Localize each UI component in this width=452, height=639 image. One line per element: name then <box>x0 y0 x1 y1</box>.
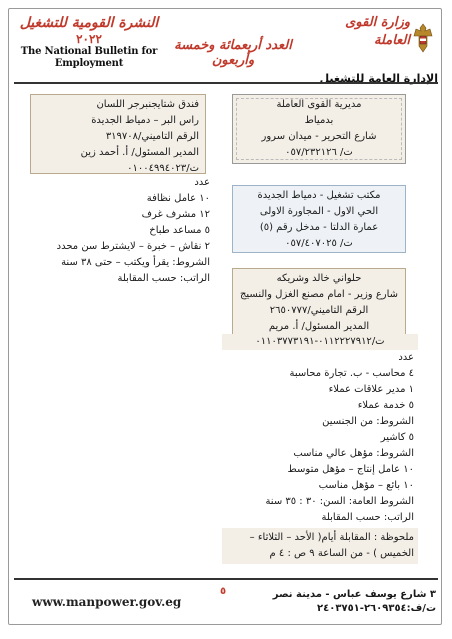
halwani-line: الرقم التاميني/٢٦٥٠٧٧٧ <box>269 305 369 316</box>
footer-contact <box>273 588 436 616</box>
footer-phone: ت/ف:٢٦٠٩٣٥٤-٢٤٠٣٧٥١ <box>317 603 436 614</box>
interview-note <box>222 528 418 564</box>
issue-title: العدد أربعمائة وخمسة وأربعون <box>174 38 292 68</box>
list-item: ١٢ مشرف غرف <box>141 209 210 220</box>
list-item: الراتب: حسب المقابلة <box>117 273 210 284</box>
halwani-line: المدير المسئول/ أ. مريم <box>268 321 370 332</box>
bulletin-title-ar: النشرة القومية للتشغيل <box>19 15 159 31</box>
hotel-line: راس البر – دمياط الجديدة <box>91 115 199 126</box>
directorate-card <box>232 94 406 164</box>
list-item: ٥ مساعد طباخ <box>149 225 210 236</box>
halwani-line: حلواني خالد وشريكه <box>276 273 362 284</box>
list-item: ٤ محاسب - ب. تجارة محاسبة <box>289 368 414 379</box>
office-line: ت/ ٠٥٧/٤٠٧٠٢٥ <box>285 238 353 249</box>
administration-name: الإدارة العامة للتشغيل <box>319 72 438 85</box>
office-line: مكتب تشغيل - دمياط الجديدة <box>257 190 381 201</box>
hotel-line: فندق شتايجنبرجر اللسان <box>96 99 199 110</box>
hotel-line: الرقم التاميني/٣١٩٧٠٨ <box>105 131 199 142</box>
hotel-jobs-list <box>30 175 216 335</box>
halwani-jobs-list <box>222 350 418 530</box>
list-item: الراتب: حسب المقابلة <box>321 512 414 523</box>
note-line: ملحوظة : المقابلة أيام( الأحد – الثلاثاء – <box>249 532 414 543</box>
hotel-card <box>30 94 206 174</box>
halwani-line: شارع وزير - امام مصنع الغزل والنسيج <box>239 289 399 300</box>
directorate-line: شارع التحرير - ميدان سرور <box>261 131 377 142</box>
header-divider <box>14 82 438 84</box>
bulletin-title-en: The National Bulletin for Employment <box>20 46 158 69</box>
footer-divider <box>14 578 438 580</box>
list-item: الشروط: من الجنسين <box>322 416 414 427</box>
footer-address: ٣ شارع يوسف عباس - مدينة نصر <box>272 589 436 600</box>
list-item: ١٠ عامل نظافة <box>146 193 210 204</box>
eagle-emblem-icon <box>412 22 434 56</box>
jobs-count-header: عدد <box>398 352 414 363</box>
directorate-line: بدمياط <box>304 115 334 126</box>
hotel-line: ت/٠١٠٠٤٩٩٤٠٢٣ <box>127 163 199 174</box>
list-item: ١٠ عامل إنتاج – مؤهل متوسط <box>287 464 414 475</box>
page-number: ٥ <box>220 586 227 597</box>
directorate-line: ت/ ٠٥٧/٢٣٢١٢٦ <box>285 147 353 158</box>
list-item: الشروط العامة: السن: ٣٠ : ٣٥ سنة <box>265 496 414 507</box>
jobs-count-header: عدد <box>194 177 210 188</box>
list-item: الشروط: يقرأ ويكتب – حتى ٣٨ سنة <box>61 257 210 268</box>
hotel-line: المدير المسئول/ أ. أحمد زين <box>80 147 199 158</box>
office-line: الحي الاول - المجاورة الاولى <box>259 206 379 217</box>
website-link[interactable]: www.manpower.gov.eg <box>32 595 182 609</box>
list-item: ٥ خدمة عملاء <box>357 400 414 411</box>
note-line: الخميس ) - من الساعة ٩ ص : ٤ م <box>269 548 414 559</box>
list-item: ١ مدير علاقات عملاء <box>328 384 414 395</box>
list-item: ٢ نقاش – خبرة – لايشترط سن محدد <box>56 241 210 252</box>
bulletin-year: ٢٠٢٢ <box>76 32 102 46</box>
halwani-phone: ت/٠١١٢٢٢٧٩١٢-٠١١٠٣٧٧٣١٩١ <box>222 334 418 350</box>
ministry-name: وزارة القوى العاملة <box>345 15 410 48</box>
directorate-inner-frame <box>236 98 402 160</box>
office-line: عمارة الدلتا - مدخل رقم (٥) <box>259 222 379 233</box>
list-item: ١٠ بائع – مؤهل مناسب <box>318 480 414 491</box>
employment-office-card <box>232 185 406 253</box>
list-item: الشروط: مؤهل عالي مناسب <box>293 448 414 459</box>
list-item: ٥ كاشير <box>380 432 414 443</box>
bulletin-masthead <box>14 14 164 70</box>
directorate-line: مديرية القوى العاملة <box>276 99 362 110</box>
